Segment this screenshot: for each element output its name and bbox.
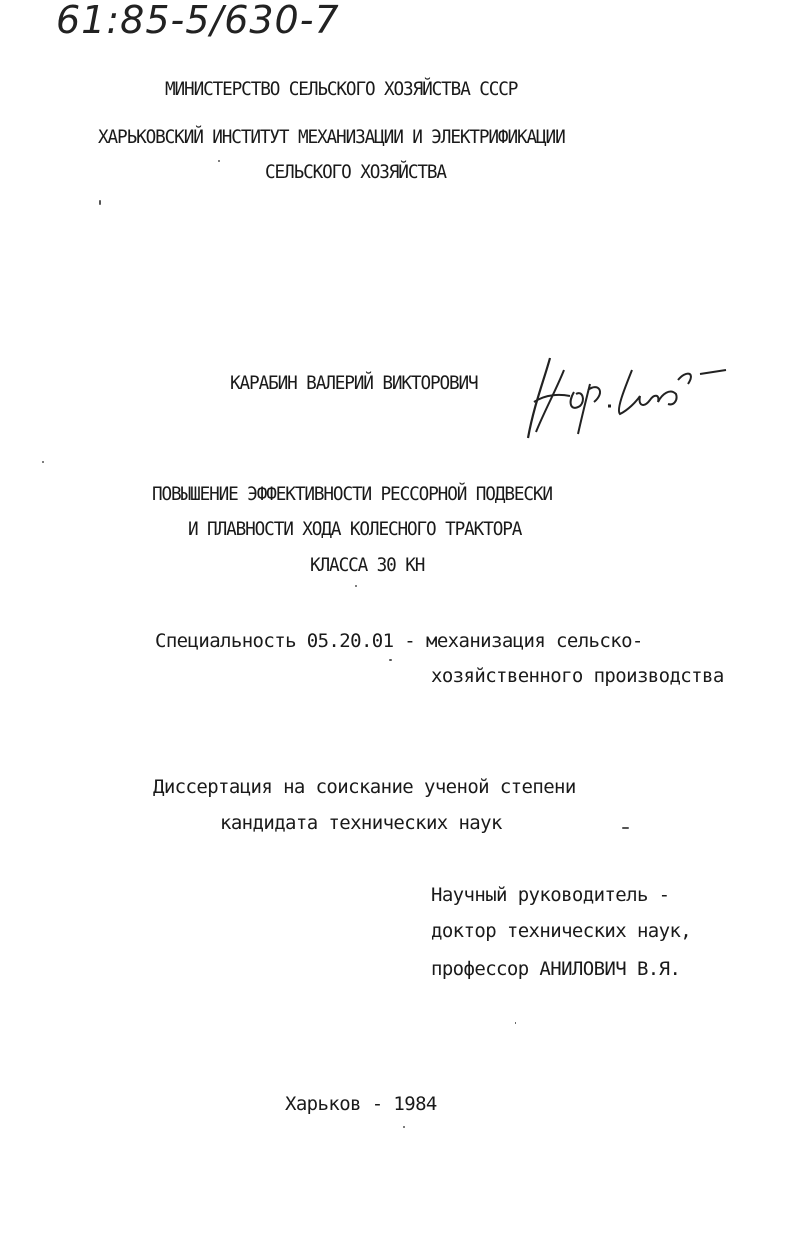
scan-speck: [403, 1126, 405, 1128]
thesis-title-line-3: КЛАССА 30 КН: [310, 554, 425, 576]
thesis-title-line-1: ПОВЫШЕНИЕ ЭФФЕКТИВНОСТИ РЕССОРНОЙ ПОДВЕСКИ: [152, 483, 552, 505]
handwritten-catalog-number: 61:85-5/630-7: [56, 0, 340, 42]
speciality-line-1: Специальность 05.20.01 - механизация сельско-: [155, 630, 643, 652]
dissertation-line-2: кандидата технических наук: [220, 812, 502, 834]
institute-line-1: ХАРЬКОВСКИЙ ИНСТИТУТ МЕХАНИЗАЦИИ И ЭЛЕКТРИФИКАЦИИ: [98, 126, 565, 148]
thesis-title-line-2: И ПЛАВНОСТИ ХОДА КОЛЕСНОГО ТРАКТОРА: [188, 518, 522, 540]
scan-speck: [355, 585, 357, 587]
institute-line-2: СЕЛЬСКОГО ХОЗЯЙСТВА: [265, 161, 446, 183]
scan-speck: [622, 827, 629, 829]
supervisor-line-3: профессор АНИЛОВИЧ В.Я.: [431, 958, 681, 980]
signature-mark: [520, 350, 730, 450]
scan-speck: [389, 659, 392, 661]
scan-speck: [218, 160, 220, 162]
supervisor-line-1: Научный руководитель -: [431, 884, 670, 906]
scan-speck: [515, 1022, 516, 1024]
supervisor-line-2: доктор технических наук,: [431, 920, 692, 942]
place-and-year: Харьков - 1984: [285, 1093, 437, 1115]
speciality-line-2: хозяйственного производства: [431, 665, 724, 687]
ministry-line: МИНИСТЕРСТВО СЕЛЬСКОГО ХОЗЯЙСТВА СССР: [165, 78, 518, 100]
scan-speck: [42, 461, 44, 463]
author-name: КАРАБИН ВАЛЕРИЙ ВИКТОРОВИЧ: [230, 372, 478, 394]
dissertation-line-1: Диссертация на соискание ученой степени: [153, 776, 576, 798]
scan-speck: [99, 200, 101, 205]
